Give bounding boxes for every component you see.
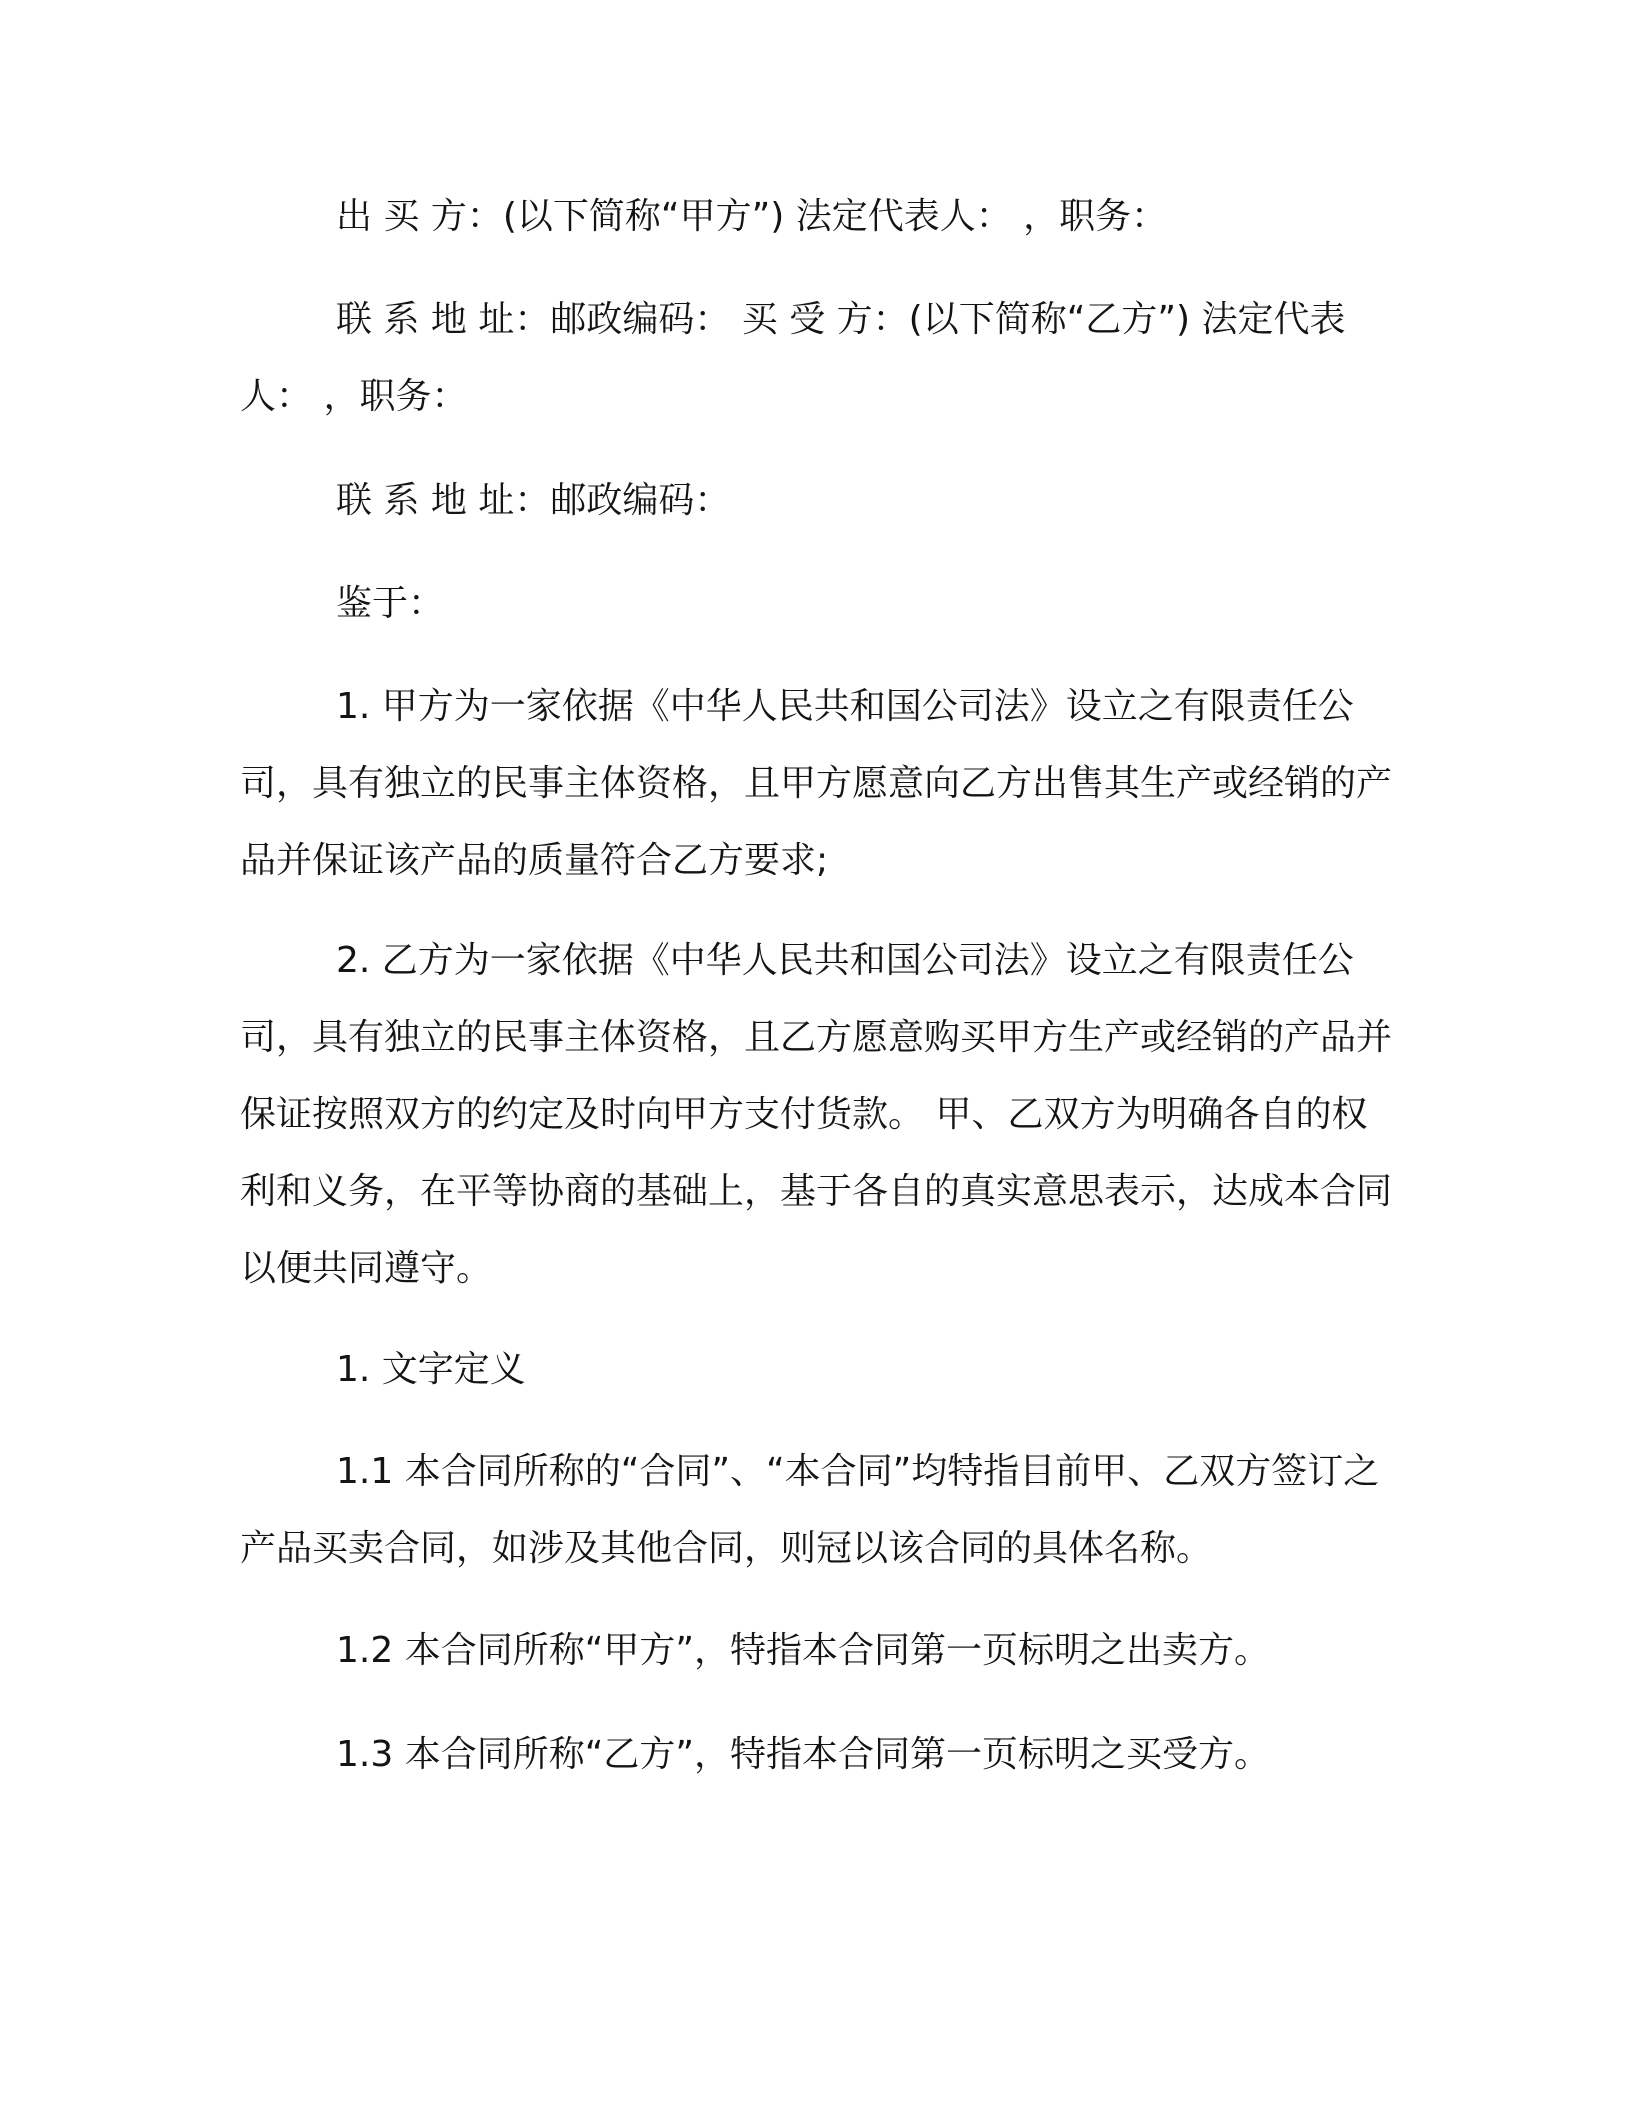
clause-1-3: 1.3 本合同所称“乙方”，特指本合同第一页标明之买受方。 [336, 1734, 1270, 1775]
clause-1-2: 1.2 本合同所称“甲方”，特指本合同第一页标明之出卖方。 [336, 1630, 1270, 1671]
whereas-heading: 鉴于： [336, 583, 445, 624]
seller-info-line: 出 买 方：(以下简称“甲方”) 法定代表人： ，职务： [336, 196, 1168, 237]
buyer-address-line: 联 系 地 址：邮政编码： [336, 480, 731, 521]
clause-1-1: 1.1 本合同所称的“合同”、“本合同”均特指目前甲、乙双方签订之产品买卖合同，如涉及其他合同，则冠以该合同的具体名称。 [240, 1451, 1380, 1569]
recital-2: 2. 乙方为一家依据《中华人民共和国公司法》设立之有限责任公司，具有独立的民事主体资格，且乙方愿意购买甲方生产或经销的产品并保证按照双方的约定及时向甲方支付货款。 甲、乙双方为明确各自的权利和义务，在平等协商的基础上，基于各自的真实意思表示，达成本合同以便共同遵守。 [240, 940, 1393, 1289]
buyer-info-paragraph: 联 系 地 址：邮政编码： 买 受 方：(以下简称“乙方”) 法定代表人： ，职务： [240, 299, 1346, 417]
recital-1: 1. 甲方为一家依据《中华人民共和国公司法》设立之有限责任公司，具有独立的民事主体资格，且甲方愿意向乙方出售其生产或经销的产品并保证该产品的质量符合乙方要求; [240, 686, 1393, 881]
section-heading-definitions: 1. 文字定义 [336, 1349, 526, 1390]
